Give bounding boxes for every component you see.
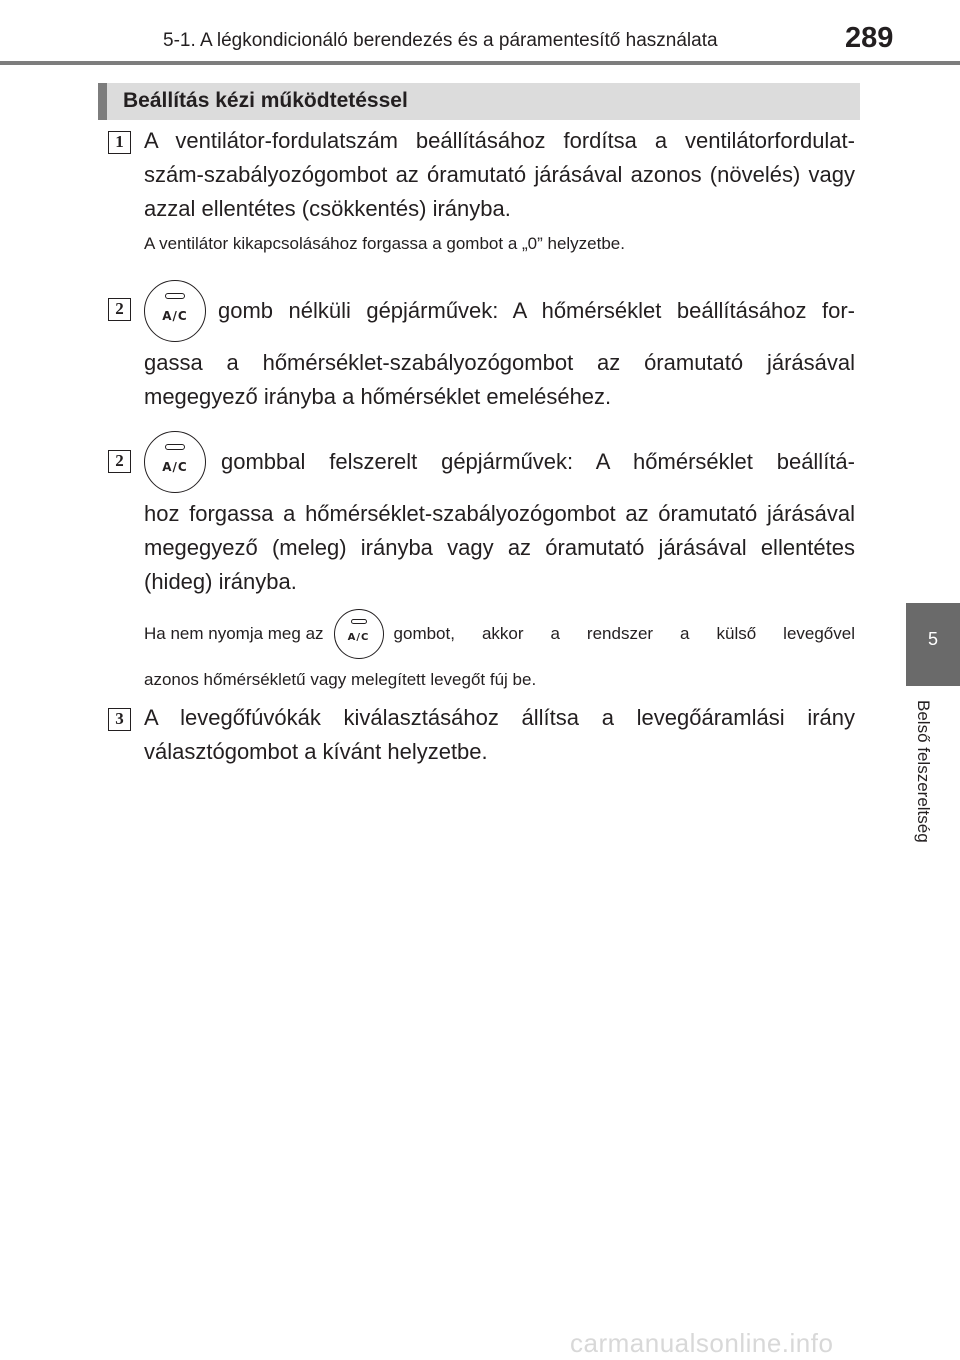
ac-indicator-icon (351, 619, 367, 624)
section-title: Beállítás kézi működtetéssel (123, 89, 408, 112)
ac-button-icon (144, 431, 206, 493)
chapter-title: 5-1. A légkondicionáló berendezés és a páramentesítő használata (163, 30, 718, 51)
step-number-2a: 2 (108, 298, 131, 321)
chapter-tab-label: Belső felszereltség (914, 700, 933, 843)
step-2a-text: gassa a hőmérséklet-szabályozógombot az óramutató járásával megegyező irányba a hőmérséklet emeléséhez. (144, 350, 855, 409)
step-2b-note-line1 (144, 609, 855, 659)
header-rule (0, 61, 960, 65)
ac-button-label: A/C (162, 460, 188, 474)
step-2b-note-before: Ha nem nyomja meg az (144, 624, 324, 643)
step-number-2b: 2 (108, 450, 131, 473)
chapter-tab (906, 603, 960, 686)
watermark: carmanualsonline.info (570, 1328, 834, 1358)
ac-button-label: A/C (347, 632, 370, 643)
page-number: 289 (845, 22, 894, 54)
chapter-tab-number: 5 (927, 629, 938, 649)
ac-button-icon (334, 609, 384, 659)
step-1-note: A ventilátor kikapcsolásához forgassa a gombot a „0” helyzetbe. (144, 234, 625, 253)
step-number-1: 1 (108, 131, 131, 154)
step-2b-text: hoz forgassa a hőmérséklet-szabályozógombot az óramutató járásával megegyező (meleg) irányba vagy az óramutató járásával ellentétes (hideg) irányba. (144, 501, 855, 594)
step-2a-first-line (144, 280, 855, 342)
section-heading-bar (98, 83, 860, 120)
step-2b-text-start: gombbal felszerelt gépjárművek: A hőmérséklet beállítá- (221, 449, 855, 474)
step-3-text: A levegőfúvókák kiválasztásához állítsa a levegőáramlási irány választógombot a kívánt helyzetbe. (144, 705, 855, 764)
step-2b-first-line (144, 431, 855, 493)
ac-indicator-icon (165, 293, 185, 299)
ac-button-icon (144, 280, 206, 342)
ac-button-label: A/C (162, 309, 188, 323)
step-2b-note-line2: azonos hőmérsékletű vagy melegített levegőt fúj be. (144, 670, 537, 689)
ac-indicator-icon (165, 444, 185, 450)
step-2b-note-after: gombot, akkor a rendszer a külső levegővel (393, 624, 855, 643)
step-2a-text-start: gomb nélküli gépjárművek: A hőmérséklet beállításához for- (218, 298, 855, 323)
page-header (0, 0, 960, 70)
step-1-text: A ventilátor-fordulatszám beállításához fordítsa a ventilátorfordulat-szám-szabályozógombot az óramutató járásával azonos (növelés) vagy azzal ellentétes (csökkentés) irányba. (144, 128, 855, 221)
step-number-3: 3 (108, 708, 131, 731)
